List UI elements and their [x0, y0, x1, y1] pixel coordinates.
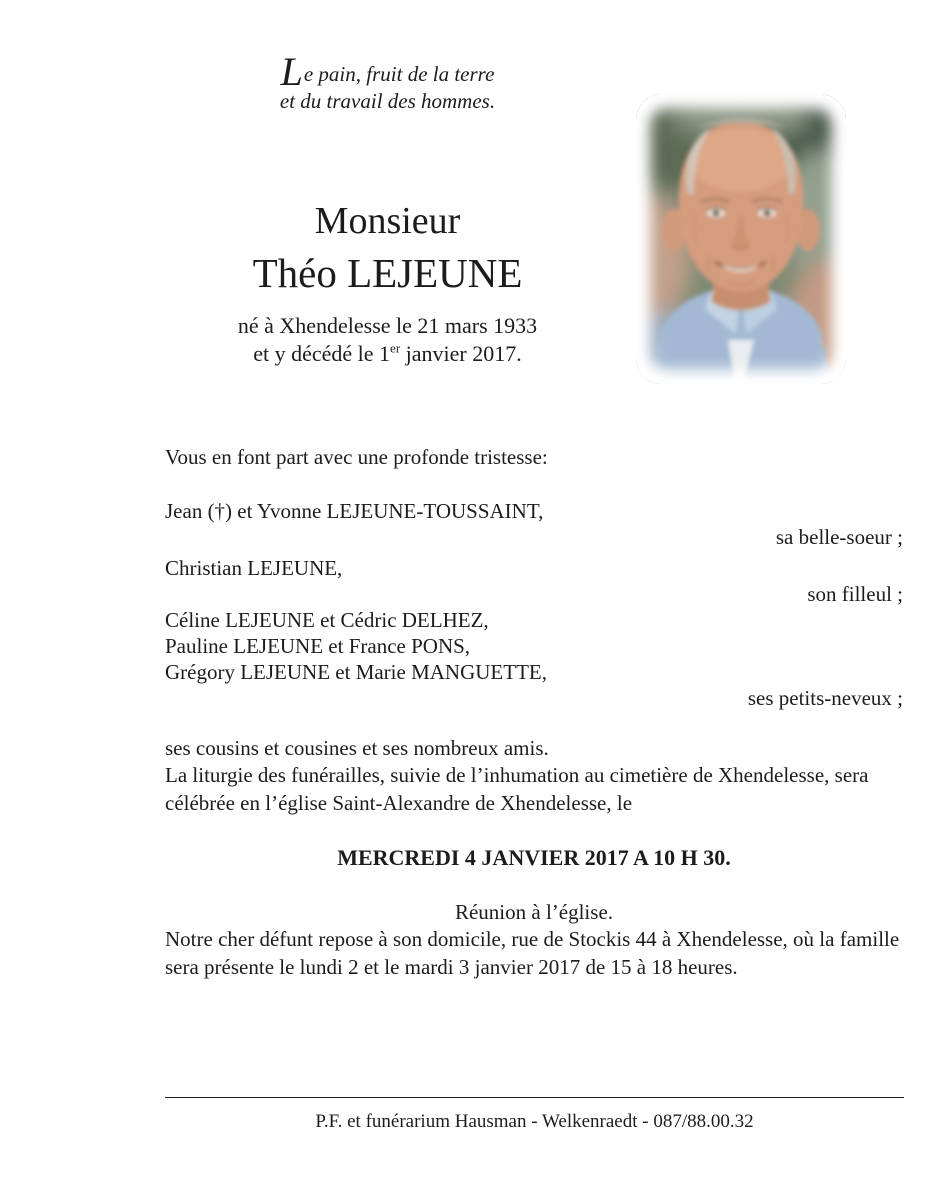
- epigraph-line2: et du travail des hommes.: [279, 89, 496, 113]
- ceremony-date: MERCREDI 4 JANVIER 2017 A 10 H 30.: [337, 845, 731, 870]
- footer-divider: [165, 1097, 904, 1098]
- family-name: Céline LEJEUNE et Cédric DELHEZ,: [165, 608, 489, 632]
- deceased-block: [165, 196, 610, 368]
- visitation-paragraph: Notre cher défunt repose à son domicile, rue de Stockis 44 à Xhendelesse, où la famille sera présente le lundi 2 et le mardi 3 janvier 2017 de 15 à 18 heures.: [165, 927, 900, 979]
- ceremony-meeting: Réunion à l’église.: [454, 900, 614, 924]
- funeral-home-info: P.F. et funérarium Hausman - Welkenraedt - 087/88.00.32: [315, 1111, 754, 1132]
- family-name: Pauline LEJEUNE et France PONS,: [165, 634, 471, 658]
- announcement-intro: Vous en font part avec une profonde tristesse:: [165, 445, 548, 469]
- deceased-name: Théo LEJEUNE: [252, 250, 523, 296]
- epigraph-drop-cap: L: [280, 49, 304, 94]
- portrait-photo: [636, 94, 846, 384]
- family-name: Christian LEJEUNE,: [165, 556, 343, 580]
- birth-line: né à Xhendelesse le 21 mars 1933: [237, 313, 538, 338]
- deceased-dates: [165, 312, 610, 368]
- family-name: Grégory LEJEUNE et Marie MANGUETTE,: [165, 660, 547, 684]
- closing-line: ses cousins et cousines et ses nombreux amis.: [165, 736, 549, 760]
- deceased-title: Monsieur: [314, 200, 461, 242]
- epigraph-line1: Le pain, fruit de la terre: [280, 49, 495, 94]
- death-line: et y décédé le 1er janvier 2017.: [253, 340, 522, 366]
- announcement-body: [165, 444, 903, 981]
- family-name: Jean (†) et Yvonne LEJEUNE-TOUSSAINT,: [165, 499, 544, 523]
- family-relation: sa belle-soeur ;: [775, 525, 903, 549]
- family-relation: ses petits-neveux ;: [747, 686, 903, 710]
- ceremony-paragraph: La liturgie des funérailles, suivie de l’inhumation au cimetière de Xhendelesse, sera célébrée en l’église Saint-Alexandre de Xhendelesse, le: [165, 763, 869, 815]
- family-relation: son filleul ;: [807, 582, 903, 606]
- epigraph: [165, 49, 610, 115]
- portrait-photo-image: [636, 94, 846, 384]
